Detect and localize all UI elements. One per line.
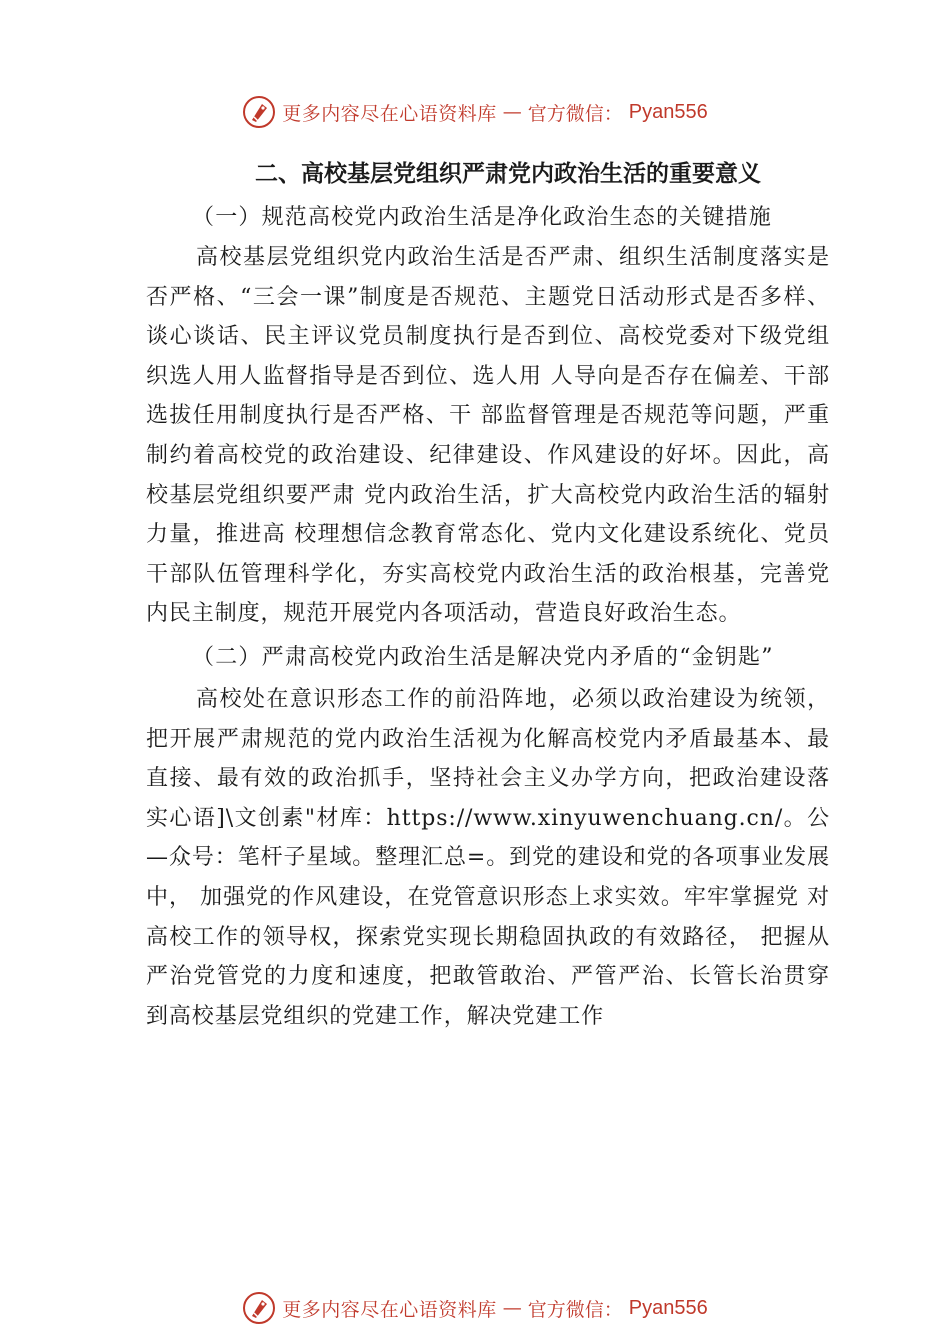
watermark-brand: 更多内容尽在心语资料库	[282, 1298, 497, 1321]
section-heading: 二、高校基层党组织严肃党内政治生活的重要意义	[255, 161, 761, 187]
watermark-banner-top	[0, 90, 950, 134]
paragraph-2: 高校处在意识形态工作的前沿阵地，必须以政治建设为统领，把开展严肃规范的党内政治生活视为化解高校党内矛盾最基本、最直接、最有效的政治抓手，坚持社会主义办学方向，把政治建设落实心语]\文创素"材库：https://www.xinyuwenchuang.cn/。公—众号：笔杆子星域。整理汇总=。到党的建设和党的各项事业发展中， 加强党的作风建设，在党管意识形态上求实效。牢牢掌握党 对高校工作的领导权，探索党实现长期稳固执政的有效路径， 把握从严治党管党的力度和速度，把敢管敢治、严管严治、长管长治贯穿到高校基层党组织的党建工作，解决党建工作	[146, 686, 830, 1029]
subheading-2: （二）严肃高校党内政治生活是解决党内矛盾的“金钥匙”	[192, 644, 774, 670]
watermark-separator: —	[502, 101, 522, 123]
watermark-brand: 更多内容尽在心语资料库	[282, 102, 497, 125]
watermark-separator: —	[502, 1297, 522, 1319]
paragraph-1: 高校基层党组织党内政治生活是否严肃、组织生活制度落实是否严格、“三会一课”制度是否规范、主题党日活动形式是否多样、谈心谈话、民主评议党员制度执行是否到位、高校党委对下级党组织选人用人监督指导是否到位、选人用 人导向是否存在偏差、干部选拔任用制度执行是否严格、干 部监督管理是否规范等问题，严重制约着高校党的政治建设、纪律建设、作风建设的好坏。因此，高校基层党组织要严肃 党内政治生活，扩大高校党内政治生活的辐射力量，推进高 校理想信念教育常态化、党内文化建设系统化、党员干部队伍管理科学化，夯实高校党内政治生活的政治根基，完善党内民主制度，规范开展党内各项活动，营造良好政治生态。	[146, 245, 830, 627]
subheading-1: （一）规范高校党内政治生活是净化政治生态的关键措施	[192, 205, 773, 230]
watermark-wechat-label: 官方微信：	[527, 1298, 623, 1321]
pen-nib-icon	[242, 95, 276, 129]
pen-nib-icon	[242, 1291, 276, 1325]
watermark-handle: Pyan556	[628, 1296, 708, 1319]
watermark-wechat-label: 官方微信：	[527, 102, 623, 125]
watermark-banner-bottom	[0, 1286, 950, 1330]
document-body	[146, 152, 830, 1036]
watermark-handle: Pyan556	[628, 100, 708, 123]
